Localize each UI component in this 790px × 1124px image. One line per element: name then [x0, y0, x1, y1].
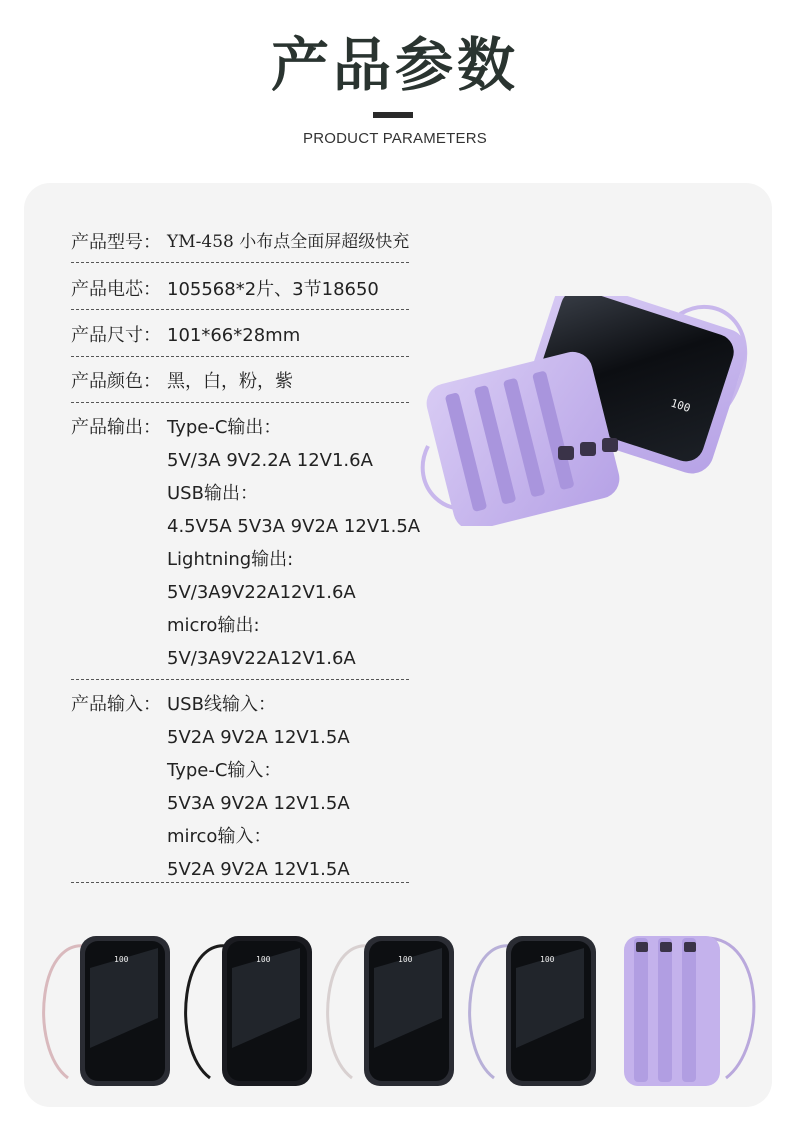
spec-label: 产品输出：	[71, 417, 161, 438]
thumbnail-purple-back	[606, 928, 756, 1098]
spec-value: 5V/3A 9V2.2A 12V1.6A	[167, 450, 373, 471]
spec-row-input	[71, 688, 409, 883]
spec-label: 产品输入：	[71, 694, 161, 715]
spec-row-color	[71, 365, 409, 403]
spec-value: Type-C输入：	[167, 760, 282, 781]
spec-value: 5V2A 9V2A 12V1.5A	[167, 727, 350, 748]
thumbnail-black-white-cord	[322, 928, 462, 1098]
spec-label: 产品电芯：	[71, 279, 161, 300]
thumbnail-display: 100	[540, 955, 555, 964]
spec-value: 黑，白，粉，紫	[167, 371, 293, 392]
spec-value: 5V3A 9V2A 12V1.5A	[167, 793, 350, 814]
thumbnail-display: 100	[114, 955, 129, 964]
page-title: 产品参数	[270, 31, 519, 99]
spec-value: 105568*2片、3节18650	[167, 279, 379, 300]
spec-value: 5V2A 9V2A 12V1.5A	[167, 859, 350, 880]
spec-value: Lightning输出:	[167, 549, 294, 570]
spec-value: 4.5V5A 5V3A 9V2A 12V1.5A	[167, 516, 421, 537]
spec-row-model	[71, 226, 409, 263]
spec-value: 101*66*28mm	[167, 325, 301, 346]
spec-value: USB输出：	[167, 483, 258, 504]
thumbnail-display: 100	[256, 955, 271, 964]
spec-value: USB线输入：	[167, 694, 276, 715]
thumbnail-display: 100	[398, 955, 413, 964]
spec-label: 产品尺寸：	[71, 325, 161, 346]
hero-power-bank-image	[418, 296, 770, 526]
thumbnail-black-purple-cord	[464, 928, 604, 1098]
thumbnail-black-pink-cord	[38, 928, 178, 1098]
hero-display-readout: 100	[669, 396, 692, 415]
spec-value: Type-C输出：	[167, 417, 282, 438]
spec-label: 产品颜色：	[71, 371, 161, 392]
spec-value: YM-458 小布点全面屏超级快充	[167, 232, 410, 252]
spec-row-size	[71, 319, 409, 357]
thumbnail-black-black-cord	[180, 928, 320, 1098]
spec-label: 产品型号：	[71, 232, 161, 253]
spec-value: 5V/3A9V22A12V1.6A	[167, 648, 356, 669]
spec-row-output	[71, 411, 421, 680]
spec-value: mirco输入：	[167, 826, 272, 847]
spec-row-cell	[71, 273, 409, 310]
page-subtitle: PRODUCT PARAMETERS	[303, 130, 487, 147]
title-underline-bar	[373, 112, 413, 118]
spec-value: 5V/3A9V22A12V1.6A	[167, 582, 356, 603]
spec-value: micro输出:	[167, 615, 260, 636]
